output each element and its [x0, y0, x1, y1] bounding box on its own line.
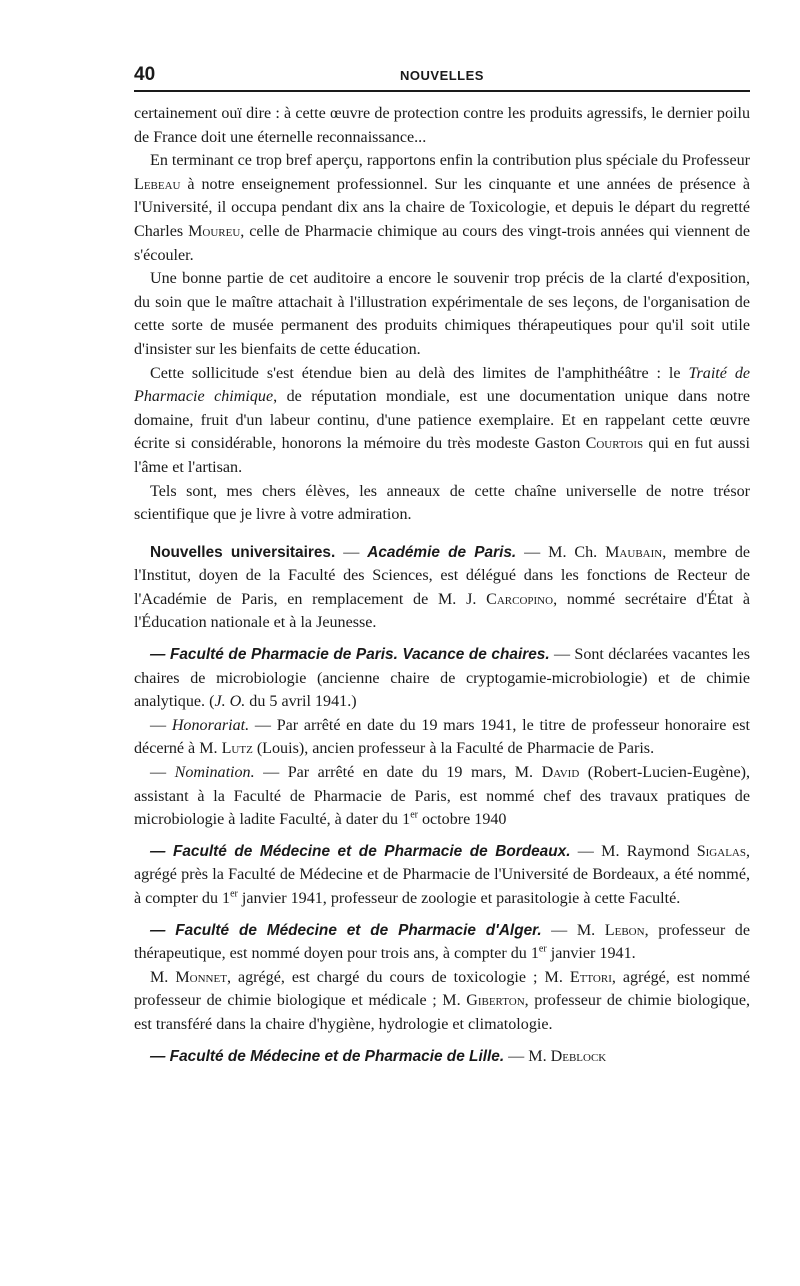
name-maubain: Maubain — [605, 543, 663, 561]
paragraph-3 — [134, 267, 750, 361]
news-6-text-b: , professeur de thérapeutique, est nommé doyen pour trois ans, à compter du 1 — [134, 921, 750, 963]
paragraph-4-text-a: Cette sollicitude s'est étendue bien au delà des limites de l'amphithéâtre : le — [150, 364, 689, 382]
superscript-er: er — [410, 809, 418, 821]
news-6-text-c: janvier 1941. — [546, 945, 636, 963]
journal-officiel: J. O. — [214, 693, 246, 711]
news-bordeaux — [134, 840, 750, 911]
news-2-text-a: — Sont déclarées vacantes les chaires de microbiologie (ancienne chaire de cryptogamie-microbiologie) et de chimie analytique. ( — [134, 646, 750, 711]
paragraph-1 — [134, 102, 750, 149]
news-pharmacie-paris — [134, 643, 750, 714]
page-header — [134, 62, 750, 92]
news-nomination — [134, 761, 750, 832]
paragraph-1-text: certainement ouï dire : à cette œuvre de protection contre les produits agressifs, le dernier poilu de France doit une éternelle reconnaissance... — [134, 105, 750, 146]
author-name-moureu: Moureu — [188, 222, 241, 240]
lead-dash: — — [150, 842, 173, 860]
news-7-text-a: M. — [150, 968, 176, 986]
paragraph-4 — [134, 362, 750, 480]
news-6-text-a: — M. — [541, 921, 605, 939]
article-body — [134, 102, 750, 1068]
paragraph-2-text-b: à notre enseignement professionnel. Sur les cinquante et une années de présence à l'Université, il occupa pendant dix ans la chaire de Toxicologie, et depuis le départ du regretté Charles — [134, 175, 750, 240]
section-heading-pharmacie-paris: Faculté de Pharmacie de Paris. Vacance de chaires. — [169, 646, 550, 664]
news-1-text-0: — M. Ch. — [516, 543, 606, 561]
paragraph-2 — [134, 149, 750, 267]
news-4-text-a: — Par arrêté en date du 19 mars, M. — [254, 764, 542, 782]
page — [134, 62, 750, 1068]
news-4-text-c: octobre 1940 — [417, 811, 507, 829]
news-academie-paris — [134, 541, 750, 635]
section-heading-bordeaux: Faculté de Médecine et de Pharmacie de Bordeaux. — [172, 842, 571, 860]
news-1-text-b: , nommé secrétaire d'État à l'Éducation nationale et à la Jeunesse. — [134, 590, 750, 632]
lead-dash: — — [150, 646, 170, 664]
superscript-er: er — [230, 888, 238, 900]
separator: — — [335, 543, 368, 561]
author-name-lebeau: Lebeau — [134, 175, 181, 193]
news-alger-appointments — [134, 966, 750, 1037]
paragraph-4-text-b: , de réputation mondiale, est une documentation unique dans notre domaine, fruit d'un labeur continu, d'une patience exemplaire. Et en rappelant cette œuvre écrite si considérable, honorons la mémoire du très modeste Gaston — [134, 388, 750, 453]
news-3-text-a: — Par arrêté en date du 19 mars 1941, le titre de professeur honoraire est décerné à M. — [134, 716, 750, 758]
news-5-text-c: janvier 1941, professeur de zoologie et parasitologie à cette Faculté. — [237, 890, 681, 907]
news-alger — [134, 919, 750, 966]
news-4-text-b: (Robert-Lucien-Eugène), assistant à la Faculté de Pharmacie de Paris, est nommé chef des travaux pratiques de microbiologie à ladite Faculté, à dater du 1 — [134, 764, 750, 829]
name-david: David — [541, 764, 580, 782]
name-carcopino: Carcopino — [486, 590, 554, 608]
news-5-text-a: — M. Raymond — [570, 842, 697, 860]
page-number: 40 — [134, 64, 156, 85]
name-lutz: Lutz — [221, 740, 253, 758]
name-monnet: Monnet — [175, 968, 227, 986]
paragraph-2-text-c: , celle de Pharmacie chimique au cours des vingt-trois années qui viennent de s'écouler. — [134, 222, 750, 264]
lead-dash: — — [150, 716, 172, 734]
name-giberton: Giberton — [466, 992, 525, 1010]
running-head: NOUVELLES — [400, 68, 484, 83]
news-8-text-a: — M. — [504, 1047, 551, 1065]
label-nomination: Nomination. — [174, 764, 255, 782]
news-honorariat — [134, 714, 750, 761]
section-heading-alger: Faculté de Médecine et de Pharmacie d'Alger. — [175, 921, 542, 939]
paragraph-5 — [134, 480, 750, 527]
news-7-text-b: , agrégé, est chargé du cours de toxicologie ; M. — [226, 968, 570, 986]
news-3-text-b: (Louis), ancien professeur à la Faculté de Pharmacie de Paris. — [252, 740, 655, 758]
paragraph-5-text: Tels sont, mes chers élèves, les anneaux de cette chaîne universelle de notre trésor scientifique que je livre à votre admiration. — [134, 482, 750, 524]
name-sigalas: Sigalas — [696, 842, 746, 860]
news-5-text-b: , agrégé près la Faculté de Médecine et de Pharmacie de l'Université de Bordeaux, a été nommé, à compter du 1 — [134, 842, 751, 907]
section-heading-nouvelles: Nouvelles universitaires. — [150, 543, 336, 561]
lead-dash: — — [150, 764, 175, 782]
book-title: Traité de Pharmacie chimique — [134, 364, 751, 406]
news-lille — [134, 1045, 750, 1069]
paragraph-4-text-c: qui en fut aussi l'âme et l'artisan. — [134, 435, 751, 476]
paragraph-3-text: Une bonne partie de cet auditoire a encore le souvenir trop précis de la clarté d'exposition, du soin que le maître attachait à l'illustration expérimentale de ses leçons, de l'organisation de cette sorte de musée permanent des produits chimiques thérapeutiques pour qu'il soit utile d'insister sur les bienfaits de cette éducation. — [134, 270, 750, 358]
news-7-text-c: , agrégé, est nommé professeur de chimie biologique et médicale ; M. — [134, 968, 750, 1010]
lead-dash: — — [150, 1047, 170, 1065]
superscript-er: er — [538, 943, 547, 955]
label-honorariat: Honorariat. — [171, 716, 250, 734]
name-ettori: Ettori — [569, 968, 612, 986]
author-name-courtois: Courtois — [585, 435, 644, 453]
lead-dash: — — [150, 921, 176, 939]
news-7-text-d: , professeur de chimie biologique, est transféré dans la chaire d'hygiène, hydrologie et climatologie. — [134, 992, 750, 1033]
section-subheading-academie: Académie de Paris. — [367, 543, 517, 561]
paragraph-2-text-a: En terminant ce trop bref aperçu, rapportons enfin la contribution plus spéciale du Professeur — [150, 152, 750, 170]
name-lebon: Lebon — [604, 921, 645, 939]
section-heading-lille: Faculté de Médecine et de Pharmacie de Lille. — [169, 1047, 505, 1065]
news-2-text-b: du 5 avril 1941.) — [245, 693, 357, 711]
name-deblock: Deblock — [550, 1047, 607, 1065]
news-1-text-a: , membre de l'Institut, doyen de la Faculté des Sciences, est délégué dans les fonctions de Recteur de l'Académie de Paris, en remplacement de M. J. — [134, 543, 751, 608]
